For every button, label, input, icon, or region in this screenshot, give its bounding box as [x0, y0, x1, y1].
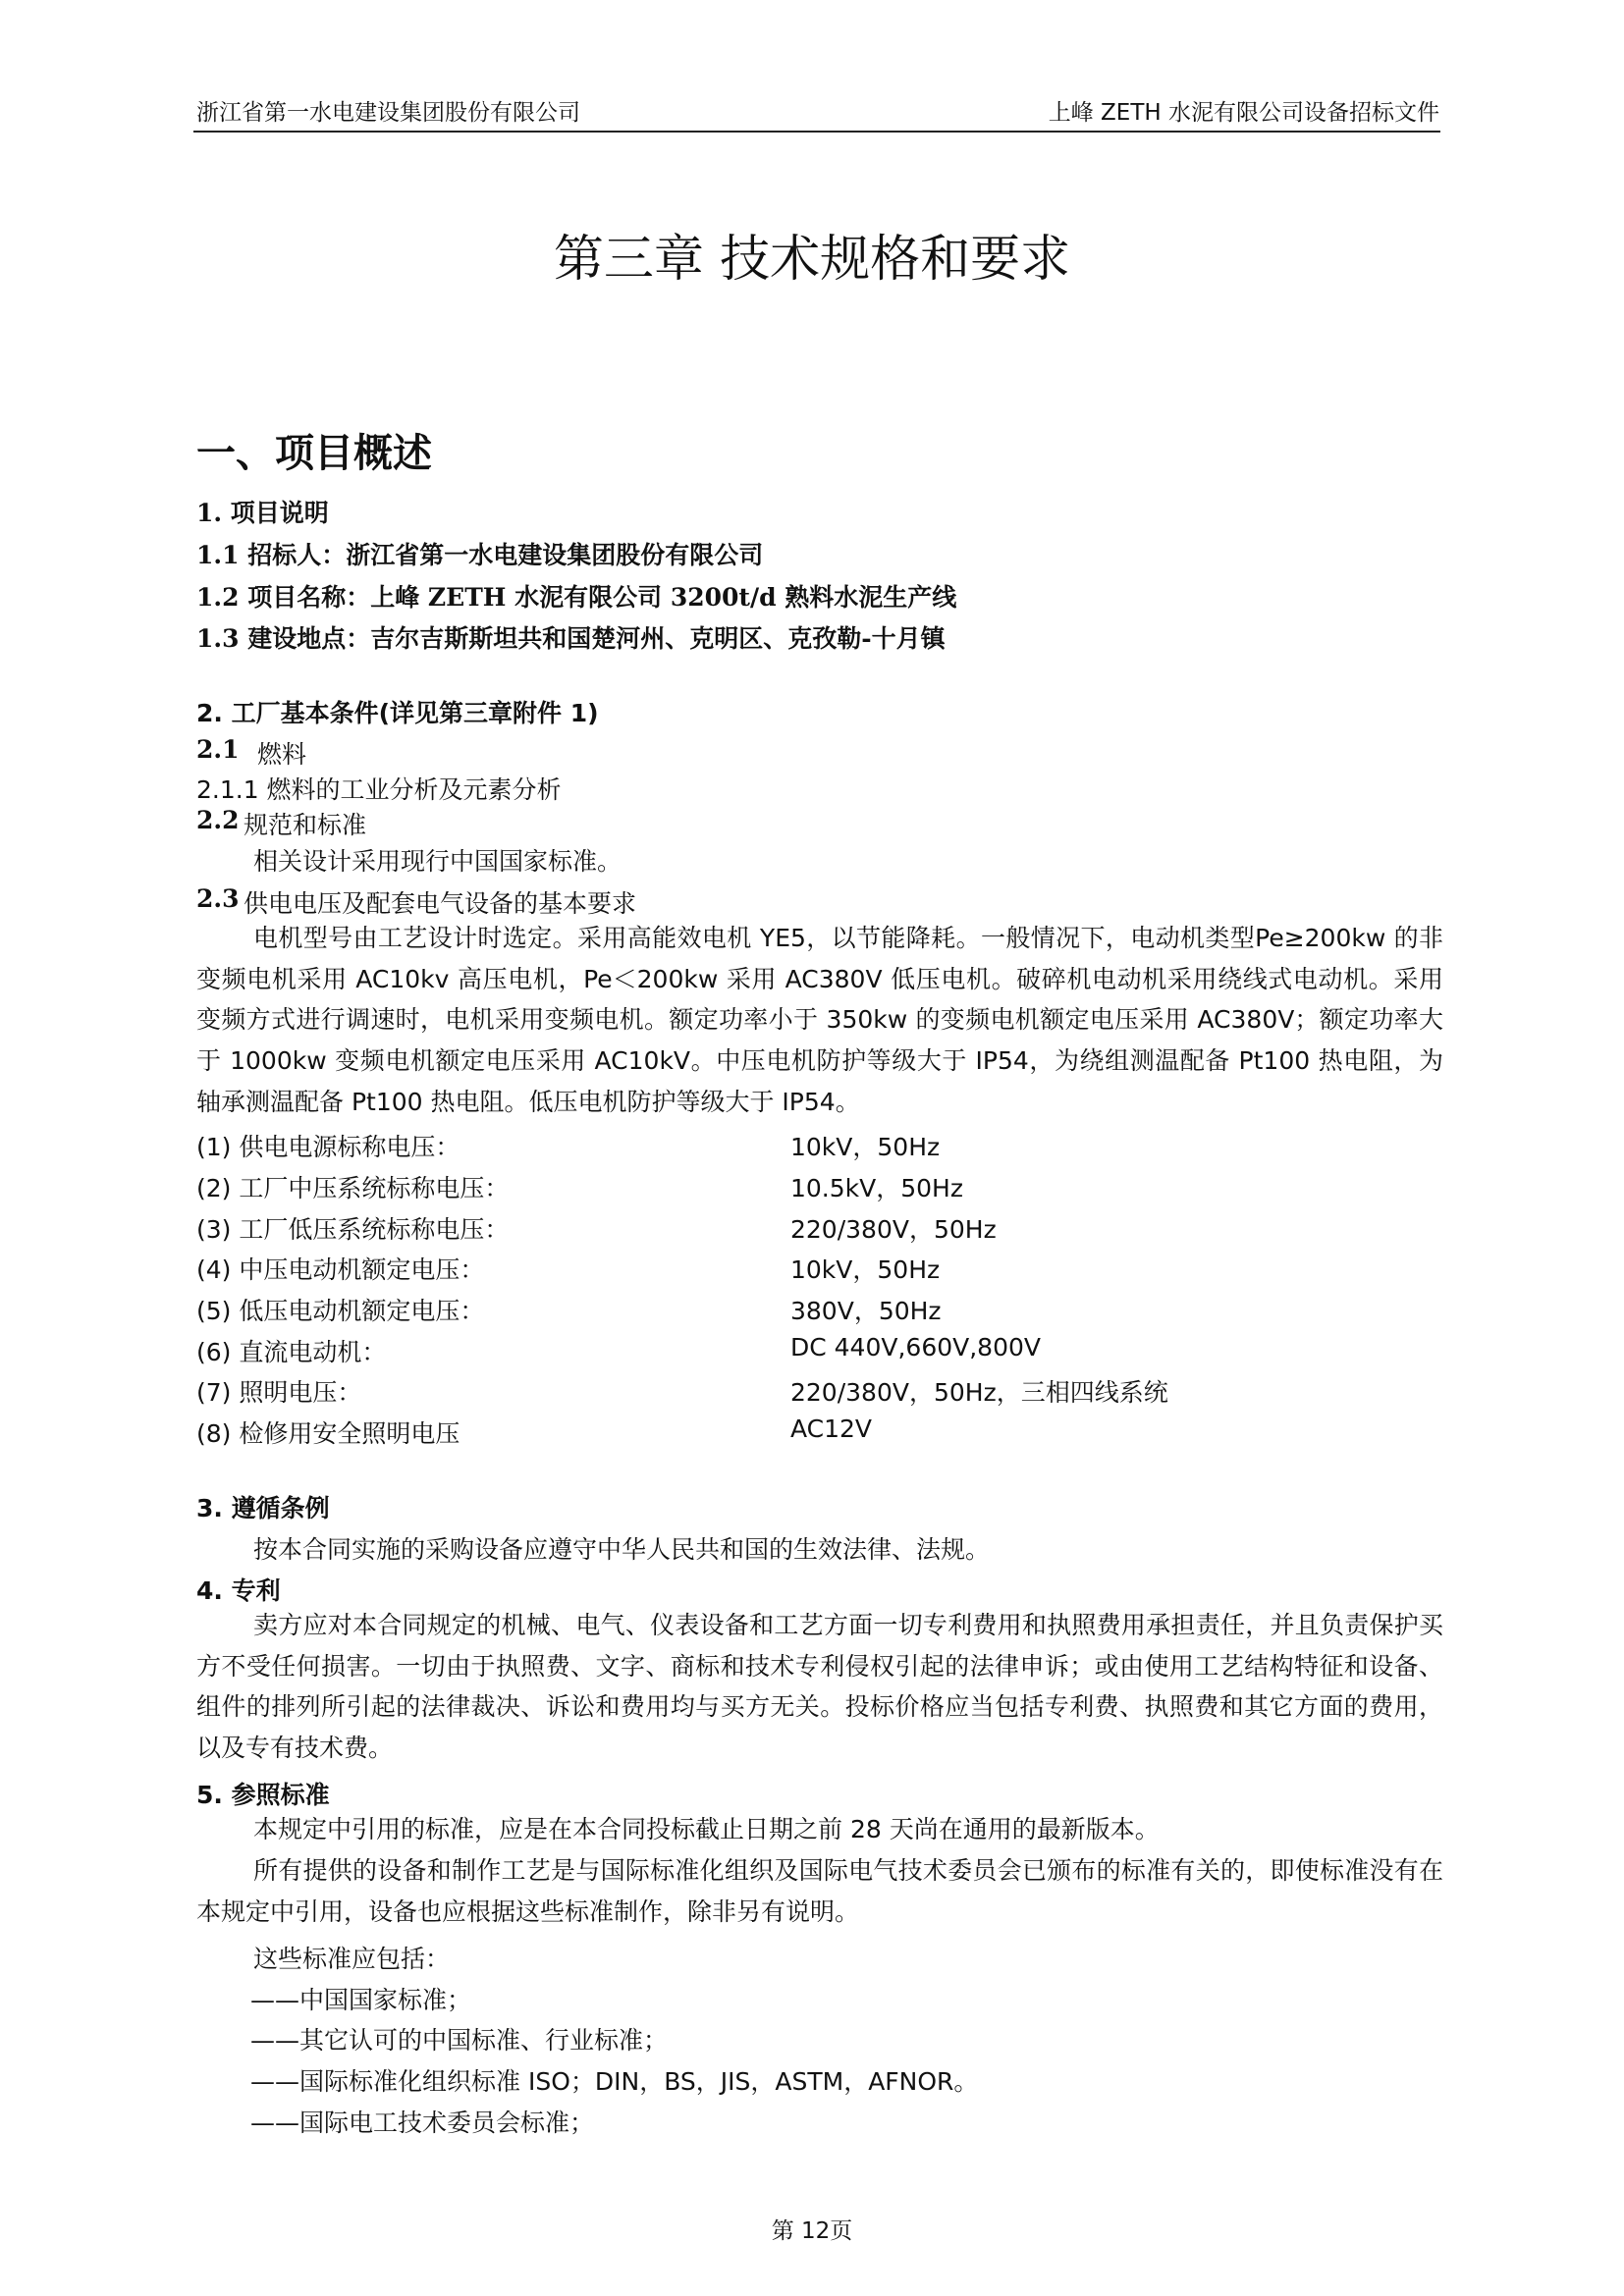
- standards-heading: 5. 参照标准: [196, 1781, 330, 1809]
- voltage-label: (3) 工厂低压系统标称电压：: [196, 1215, 510, 1244]
- s23-label: 供电电压及配套电气设备的基本要求: [244, 889, 637, 918]
- s23-number: 2.3: [196, 884, 240, 913]
- s21-number: 2.1: [196, 735, 240, 764]
- voltage-label: (8) 检修用安全照明电压: [196, 1419, 460, 1448]
- voltage-value: DC 440V,660V,800V: [790, 1333, 1042, 1362]
- s21-label: 燃料: [257, 740, 307, 769]
- standards-intro: 这些标准应包括：: [253, 1945, 451, 1973]
- s22-label: 规范和标准: [244, 811, 367, 839]
- voltage-value: 220/380V，50Hz，三相四线系统: [790, 1378, 1168, 1407]
- law-heading: 3. 遵循条例: [196, 1494, 330, 1522]
- voltage-value: 380V，50Hz: [790, 1297, 942, 1325]
- project-location: 1.3 建设地点：吉尔吉斯斯坦共和国楚河州、克明区、克孜勒-十月镇: [196, 624, 946, 653]
- chapter-title: 第三章 技术规格和要求: [553, 231, 1071, 289]
- voltage-value: 10kV，50Hz: [790, 1133, 941, 1161]
- law-text: 按本合同实施的采购设备应遵守中华人民共和国的生效法律、法规。: [253, 1535, 991, 1564]
- s22-number: 2.2: [196, 806, 240, 834]
- header-rule: [193, 131, 1440, 133]
- project-bidder: 1.1 招标人：浙江省第一水电建设集团股份有限公司: [196, 541, 764, 569]
- standards-list-item: ——国际电工技术委员会标准；: [250, 2109, 595, 2137]
- standards-paragraph-1: 本规定中引用的标准，应是在本合同投标截止日期之前 28 天尚在通用的最新版本。: [253, 1815, 1160, 1843]
- standards-list-item: ——中国国家标准；: [250, 1986, 472, 2014]
- patent-paragraph: 卖方应对本合同规定的机械、电气、仪表设备和工艺方面一切专利费用和执照费用承担责任，并且负责保护买方不受任何损害。一切由于执照费、文字、商标和技术专利侵权引起的法律申诉；或由使用工艺结构特征和设备、组件的排列所引起的法律裁决、诉讼和费用均与买方无关。投标价格应当包括专利费、执照费和其它方面的费用，以及专有技术费。: [196, 1611, 1443, 1763]
- s211-line: 2.1.1 燃料的工业分析及元素分析: [196, 775, 562, 804]
- s23-paragraph: 电机型号由工艺设计时选定。采用高能效电机 YE5，以节能降耗。一般情况下，电动机类型Pe≥200kw 的非变频电机采用 AC10kv 高压电机，Pe＜200kw 采用 AC380V 低压电机。破碎机电动机采用绕线式电动机。采用变频方式进行调速时，电机采用变频电机。额定功率小于 350kw 的变频电机额定电压采用 AC380V；额定功率大于 1000kw 变频电机额定电压采用 AC10kV。中压电机防护等级大于 IP54，为绕组测温配备 Pt100 热电阻，为轴承测温配备 Pt100 热电阻。低压电机防护等级大于 IP54。: [196, 924, 1443, 1116]
- conditions-heading: 2. 工厂基本条件(详见第三章附件 1): [196, 699, 599, 727]
- page-number: 第 12页: [771, 2218, 853, 2244]
- s22-text: 相关设计采用现行中国国家标准。: [253, 847, 623, 876]
- voltage-label: (1) 供电电源标称电压：: [196, 1133, 460, 1161]
- voltage-value: 220/380V，50Hz: [790, 1215, 997, 1244]
- patent-heading: 4. 专利: [196, 1576, 281, 1605]
- voltage-value: AC12V: [790, 1415, 873, 1443]
- standards-paragraph-2: 所有提供的设备和制作工艺是与国际标准化组织及国际电气技术委员会已颁布的标准有关的，即使标准没有在本规定中引用，设备也应根据这些标准制作，除非另有说明。: [196, 1856, 1443, 1926]
- voltage-value: 10.5kV，50Hz: [790, 1174, 963, 1202]
- header-company: 浙江省第一水电建设集团股份有限公司: [196, 100, 580, 126]
- voltage-value: 10kV，50Hz: [790, 1255, 941, 1284]
- voltage-label: (4) 中压电动机额定电压：: [196, 1255, 485, 1284]
- standards-list-item: ——其它认可的中国标准、行业标准；: [250, 2026, 669, 2055]
- project-name: 1.2 项目名称：上峰 ZETH 水泥有限公司 3200t/d 熟料水泥生产线: [196, 583, 957, 612]
- header-doc-title: 上峰 ZETH 水泥有限公司设备招标文件: [1048, 100, 1439, 126]
- section-title: 一、项目概述: [196, 431, 432, 476]
- project-heading: 1. 项目说明: [196, 499, 329, 527]
- voltage-label: (6) 直流电动机：: [196, 1338, 387, 1366]
- voltage-label: (5) 低压电动机额定电压：: [196, 1297, 485, 1325]
- voltage-label: (7) 照明电压：: [196, 1378, 362, 1407]
- standards-list-item: ——国际标准化组织标准 ISO；DIN，BS，JIS，ASTM，AFNOR。: [250, 2067, 979, 2096]
- voltage-label: (2) 工厂中压系统标称电压：: [196, 1174, 510, 1202]
